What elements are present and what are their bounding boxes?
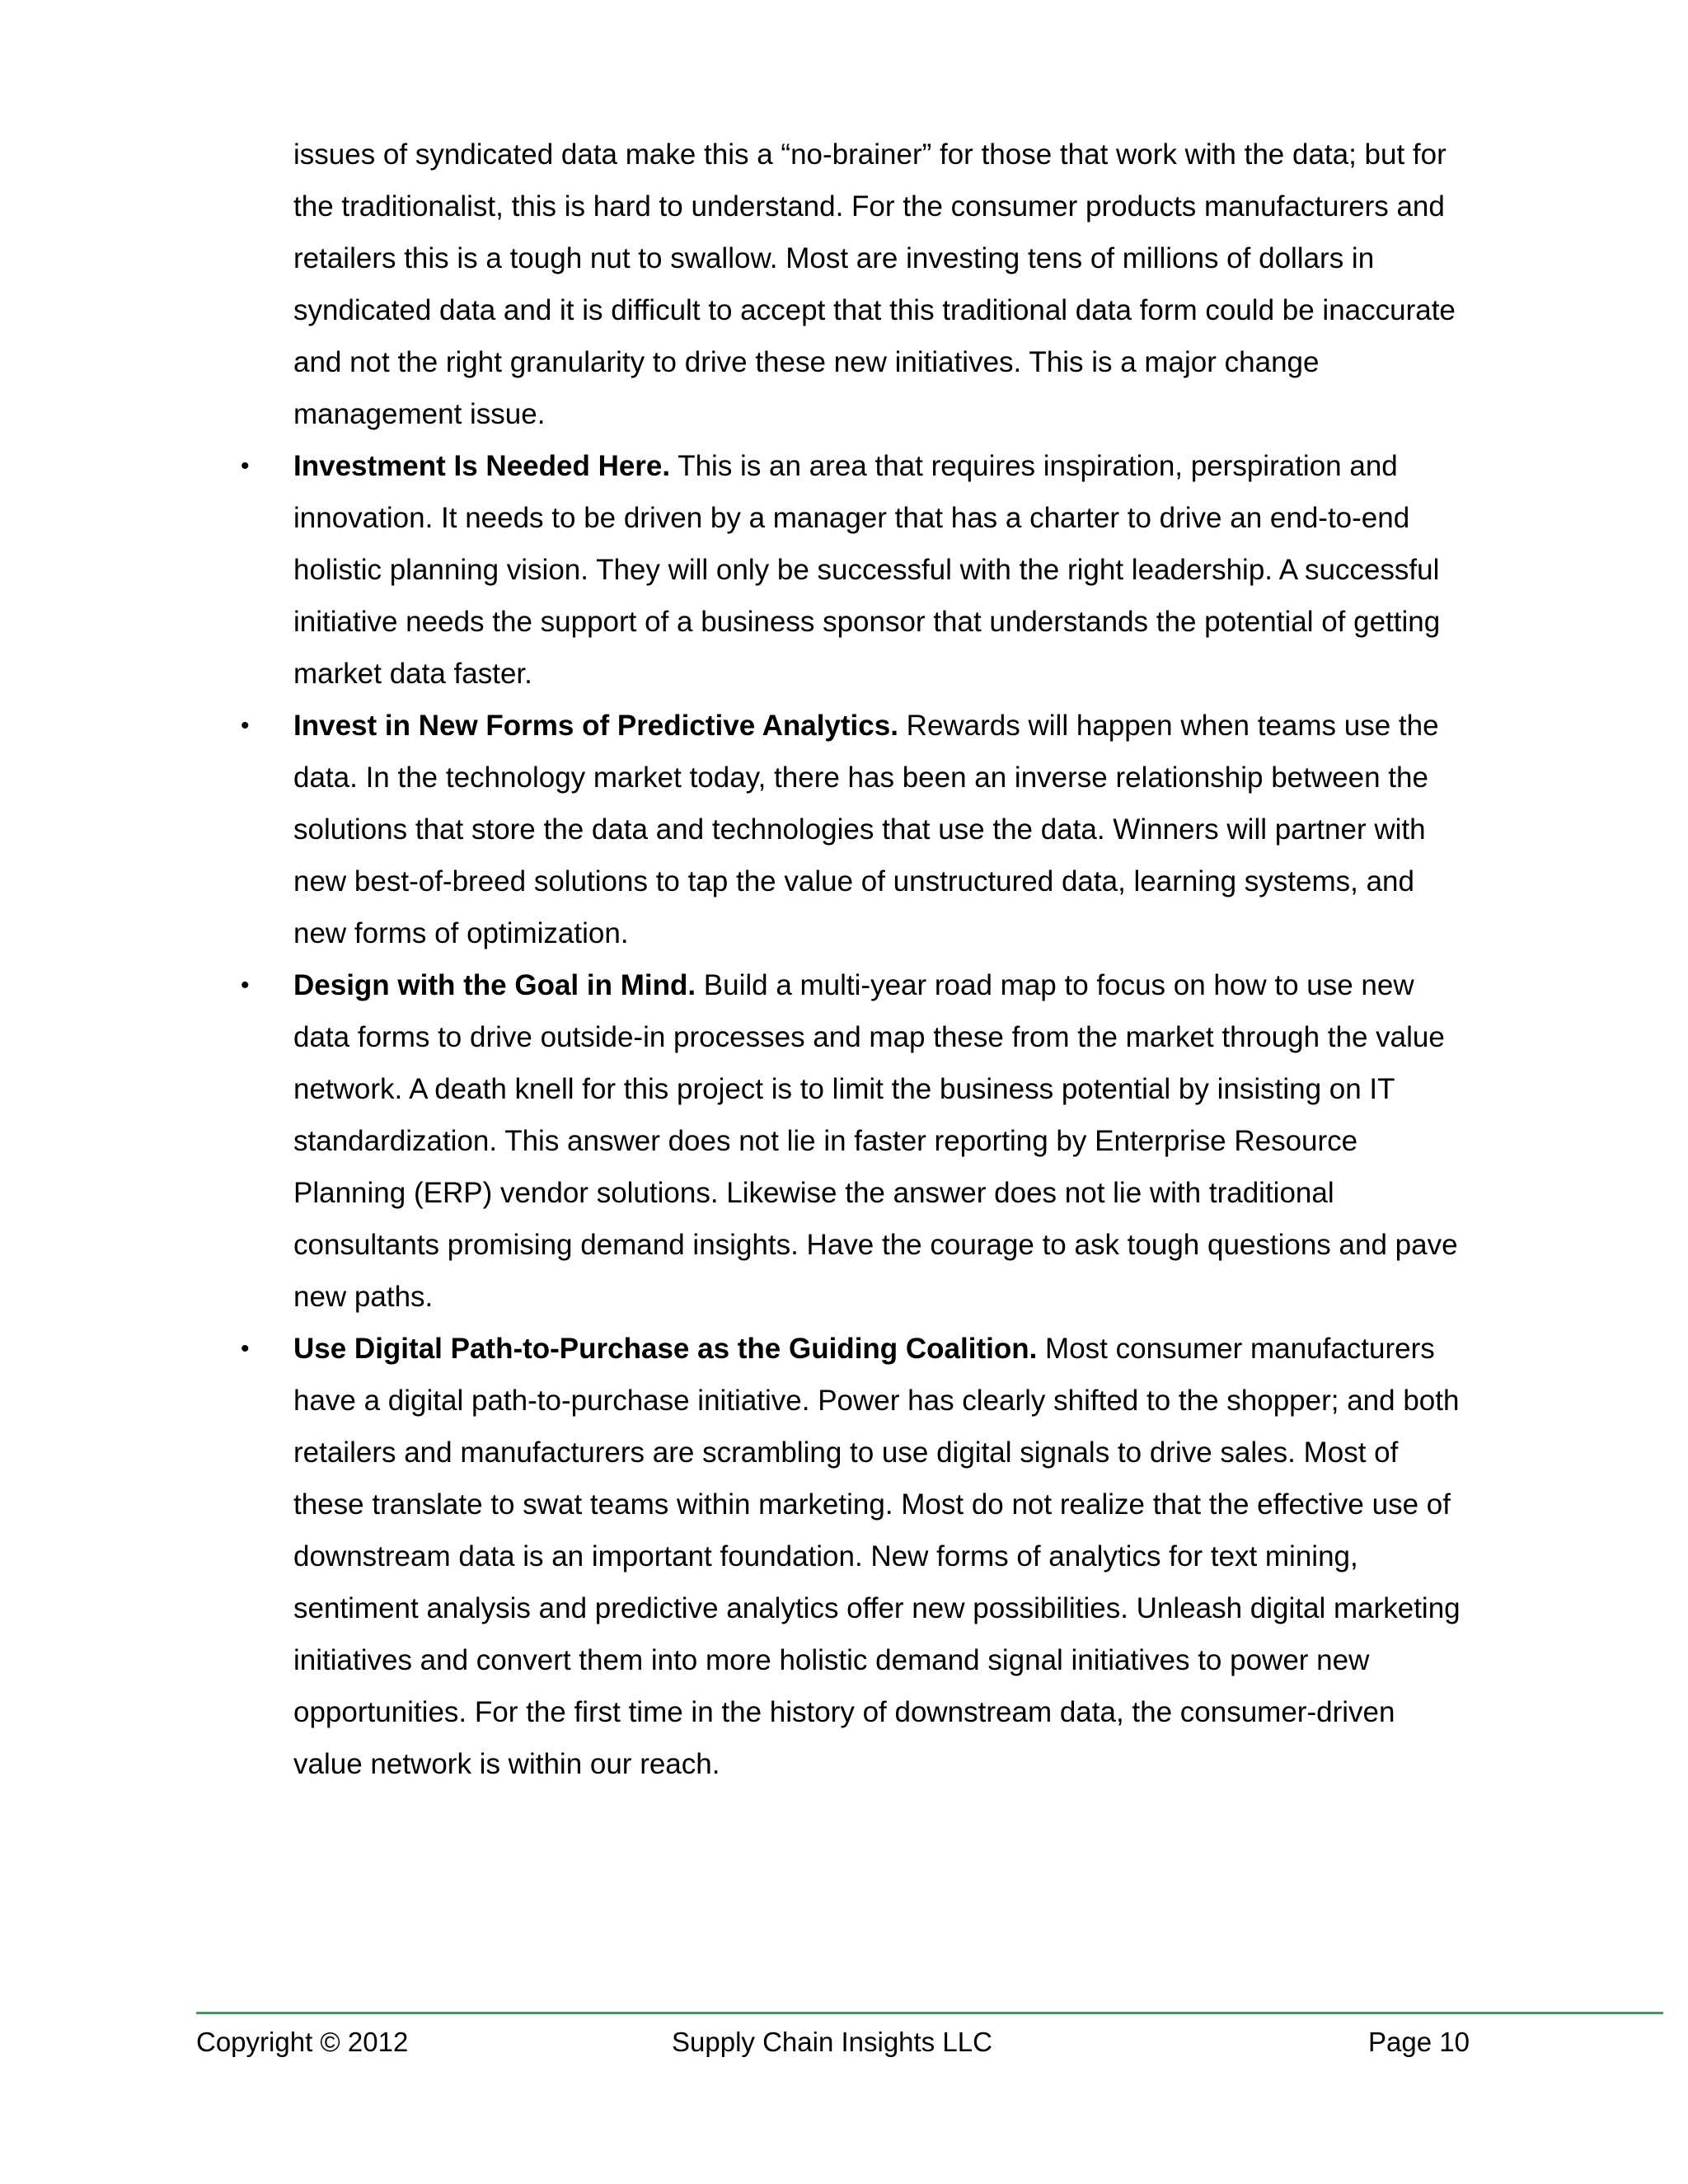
footer-page-number: Page 10 [1368, 2027, 1470, 2057]
bullet-lead: Use Digital Path-to-Purchase as the Guiding Coalition. [293, 1333, 1038, 1365]
bullet-lead: Design with the Goal in Mind. [293, 969, 696, 1001]
footer-divider [196, 2012, 1663, 2014]
bullet-item-investment [0, 440, 1464, 700]
bullet-icon: • [241, 1335, 250, 1362]
bullet-text: Most consumer manufacturers have a digital path-to-purchase initiative. Power has clearly shifted to the shopper; and both retailers and manufacturers are scrambling to use digital signals to drive sales. Most of these translate to swat teams within marketing. Most do not realize that the effective use of downstream data is an important foundation. New forms of analytics for text mining, sentiment analysis and predictive analytics offer new possibilities. Unleash digital marketing initiatives and convert them into more holistic demand signal initiatives to power new opportunities. For the first time in the history of downstream data, the consumer-driven value network is within our reach. [293, 1333, 1461, 1780]
bullet-icon: • [241, 712, 250, 739]
continuation-paragraph: issues of syndicated data make this a “no-brainer” for those that work with the data; but for the traditionalist, this is hard to understand. For the consumer products manufacturers and retailers this is a tough nut to swallow. Most are investing tens of millions of dollars in syndicated data and it is difficult to accept that this traditional data form could be inaccurate and not the right granularity to drive these new initiatives. This is a major change management issue. [293, 138, 1456, 430]
bullet-item-design-goal [0, 959, 1464, 1323]
bullet-icon: • [241, 452, 250, 480]
document-body [0, 129, 1688, 1790]
bullet-text: Rewards will happen when teams use the data. In the technology market today, there has been an inverse relationship between the solutions that store the data and technologies that use the data. Winners will partner with new best-of-breed solutions to tap the value of unstructured data, learning systems, and new forms of optimization. [293, 710, 1439, 949]
bullet-text: This is an area that requires inspiration, perspiration and innovation. It needs to be driven by a manager that has a charter to drive an end-to-end holistic planning vision. They will only be successful with the right leadership. A successful initiative needs the support of a business sponsor that understands the potential of getting market data faster. [293, 450, 1441, 690]
bullet-item-digital-path [0, 1323, 1464, 1790]
bullet-icon: • [241, 972, 250, 999]
bullet-lead: Investment Is Needed Here. [293, 450, 671, 482]
bullet-lead: Invest in New Forms of Predictive Analytics. [293, 710, 898, 742]
footer-copyright: Copyright © 2012 [196, 2027, 409, 2057]
bullet-text: Build a multi-year road map to focus on how to use new data forms to drive outside-in processes and map these from the market through the value network. A death knell for this project is to limit the business potential by insisting on IT standardization. This answer does not lie in faster reporting by Enterprise Resource Planning (ERP) vendor solutions. Likewise the answer does not lie with traditional consultants promising demand insights. Have the courage to ask tough questions and pave new paths. [293, 969, 1458, 1313]
footer-company: Supply Chain Insights LLC [672, 2027, 992, 2057]
bullet-item-predictive-analytics [0, 700, 1464, 959]
